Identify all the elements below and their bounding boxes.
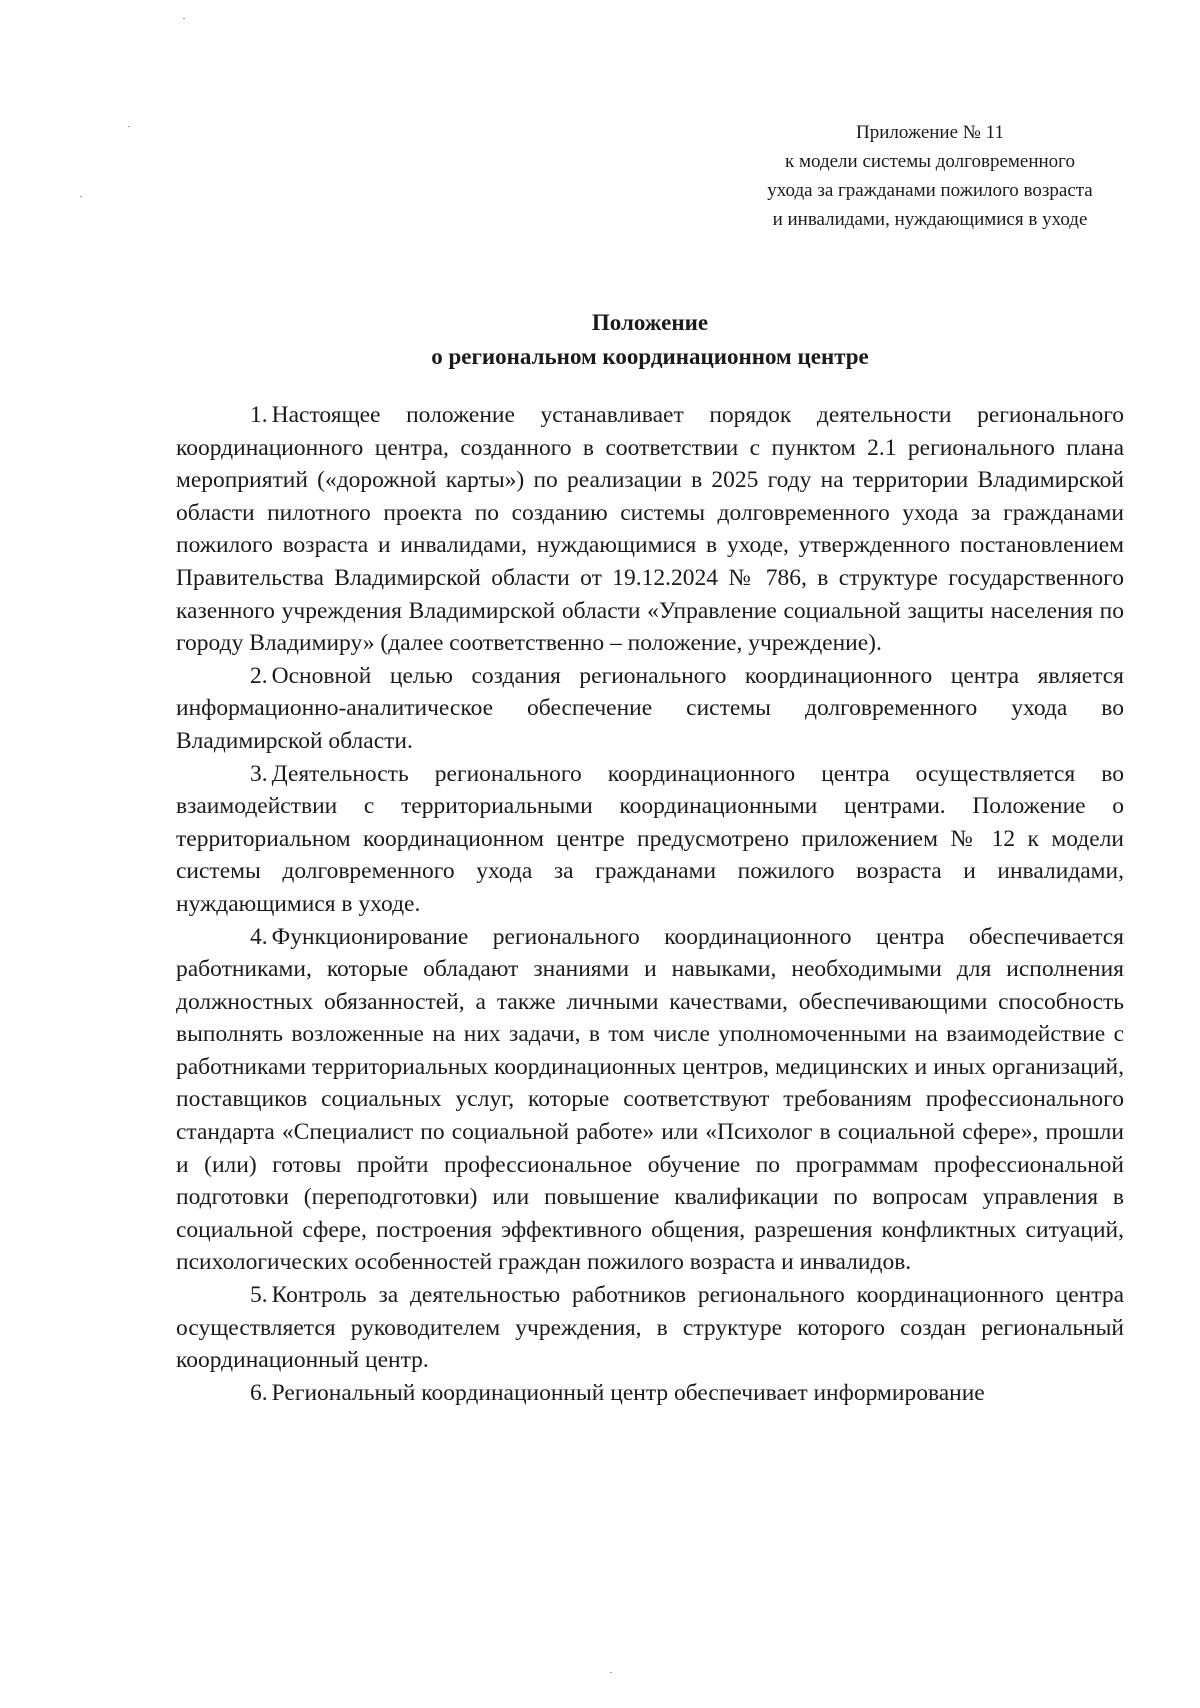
appendix-line: к модели системы долговременного	[784, 151, 1075, 172]
paragraph-2	[176, 660, 1124, 758]
paragraph-text: Деятельность регионального координационного центра осуществляется во взаимодействии с территориальными координационными центрами. Положение о территориальном координационном центре предусмотрено приложением № 12 к модели системы долговременного ухода за гражданами пожилого возраста и инвалидами, нуждающимися в уходе.	[176, 760, 1124, 917]
appendix-header	[700, 118, 1160, 234]
paragraph-text: Контроль за деятельностью работников регионального координационного центра осуществляется руководителем учреждения, в структуре которого создан региональный координационный центр.	[176, 1282, 1124, 1374]
paragraph-3	[176, 758, 1124, 921]
scan-speck	[128, 126, 130, 127]
paragraph-1	[176, 399, 1124, 660]
paragraph-number: 3.	[250, 760, 268, 787]
paragraph-4	[176, 921, 1124, 1280]
paragraph-number: 6.	[250, 1379, 268, 1406]
paragraph-5	[176, 1279, 1124, 1377]
appendix-line: Приложение № 11	[856, 122, 1004, 143]
document-body	[176, 399, 1124, 1409]
paragraph-6	[176, 1377, 1124, 1410]
appendix-line: и инвалидами, нуждающимися в уходе	[772, 209, 1088, 230]
title-line-2: о региональном координационном центре	[431, 344, 869, 369]
scan-speck	[80, 196, 82, 197]
title-line-1: Положение	[591, 310, 709, 335]
paragraph-number: 2.	[250, 662, 268, 689]
document-title	[170, 306, 1130, 374]
paragraph-text: Функционирование регионального координационного центра обеспечивается работниками, которые обладают знаниями и навыками, необходимыми для исполнения должностных обязанностей, а также личными качествами, обеспечивающими способность выполнять возложенные на них задачи, в том числе уполномоченными на взаимодействие с работниками территориальных координационных центров, медицинских и иных организаций, поставщиков социальных услуг, которые соответствуют требованиям профессионального стандарта «Специалист по социальной работе» или «Психолог в социальной сфере», прошли и (или) готовы пройти профессиональное обучение по программам профессиональной подготовки (переподготовки) или повышение квалификации по вопросам управления в социальной сфере, построения эффективного общения, разрешения конфликтных ситуаций, психологических особенностей граждан пожилого возраста и инвалидов.	[176, 923, 1124, 1276]
appendix-line: ухода за гражданами пожилого возраста	[767, 180, 1093, 201]
paragraph-number: 4.	[250, 923, 268, 950]
paragraph-text: Настоящее положение устанавливает порядок деятельности регионального координационного центра, созданного в соответствии с пунктом 2.1 регионального плана мероприятий («дорожной карты») по реализации в 2025 году на территории Владимирской области пилотного проекта по созданию системы долговременного ухода за гражданами пожилого возраста и инвалидами, нуждающимися в уходе, утвержденного постановлением Правительства Владимирской области от 19.12.2024 № 786, в структуре государственного казенного учреждения Владимирской области «Управление социальной защиты населения по городу Владимиру» (далее соответственно – положение, учреждение).	[176, 402, 1124, 657]
paragraph-text: Региональный координационный центр обеспечивает информирование	[271, 1379, 985, 1406]
paragraph-text: Основной целью создания регионального координационного центра является информационно-аналитическое обеспечение системы долговременного ухода во Владимирской области.	[176, 662, 1124, 754]
scan-speck	[183, 18, 185, 19]
paragraph-number: 5.	[250, 1282, 268, 1309]
paragraph-number: 1.	[250, 402, 268, 428]
scan-speck	[610, 1672, 612, 1673]
